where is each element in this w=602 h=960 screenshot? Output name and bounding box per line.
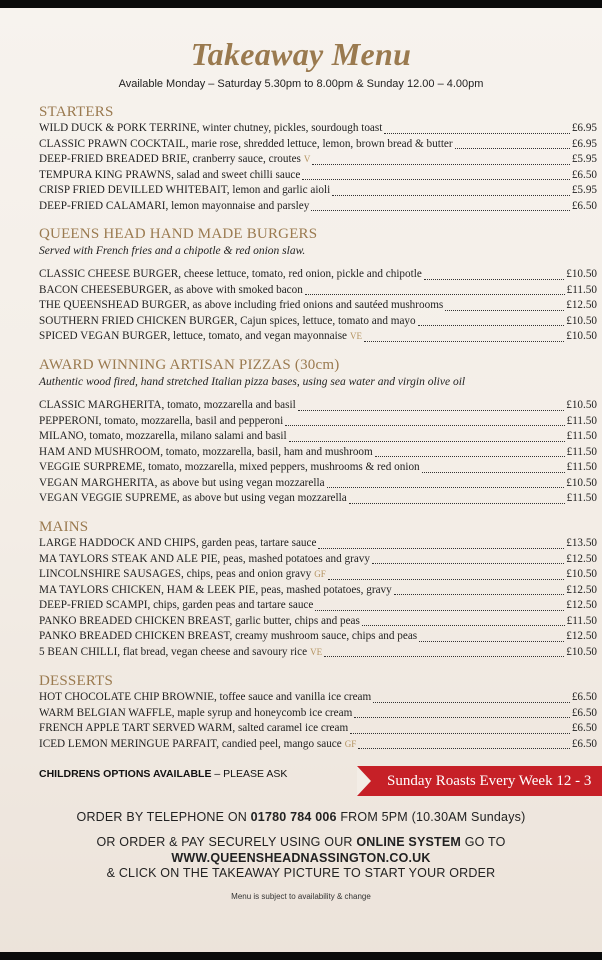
menu-item-name: MA TAYLORS CHICKEN, HAM & LEEK PIE, peas, mashed potatoes, gravy: [39, 583, 392, 596]
dot-leader: [328, 579, 565, 580]
menu-item: [39, 137, 597, 153]
menu-item-name: PEPPERONI, tomato, mozzarella, basil and pepperoni: [39, 414, 284, 427]
dot-leader: [384, 133, 569, 134]
childrens-options-rest: – PLEASE ASK: [211, 768, 288, 780]
section-heading: STARTERS: [39, 104, 114, 120]
dot-leader: [327, 487, 565, 488]
dot-leader: [318, 548, 564, 549]
menu-item-price: £10.50: [566, 314, 597, 327]
menu-item: [39, 398, 597, 414]
menu-item-name: FRENCH APPLE TART SERVED WARM, salted caramel ice cream: [39, 722, 349, 734]
phone-number[interactable]: 01780 784 006: [250, 810, 337, 824]
order-telephone: [0, 810, 602, 824]
dot-leader: [445, 310, 564, 311]
menu-item: [39, 536, 597, 552]
item-list: [39, 267, 597, 345]
menu-item-price: £6.50: [571, 706, 597, 719]
dot-leader: [424, 279, 564, 280]
menu-item-name: VEGAN VEGGIE SUPREME, as above but using vegan mozzarella: [39, 492, 347, 504]
section-heading: QUEENS HEAD HAND MADE BURGERS: [39, 226, 318, 242]
menu-item-price: £11.50: [566, 492, 597, 504]
menu-item-price: £13.50: [566, 537, 597, 549]
website-link-line: [0, 851, 602, 865]
menu-item-price: £6.50: [571, 199, 597, 212]
menu-item-name: VEGAN MARGHERITA, as above but using vegan mozzarella: [39, 476, 325, 489]
childrens-options: [39, 768, 287, 780]
click-instructions: & CLICK ON THE TAKEAWAY PICTURE TO START YOUR ORDER: [106, 866, 496, 880]
dot-leader: [324, 656, 564, 657]
dot-leader: [305, 294, 565, 295]
menu-item: [39, 429, 597, 445]
menu-item-name: SOUTHERN FRIED CHICKEN BURGER, Cajun spices, lettuce, tomato and mayo: [39, 314, 416, 327]
menu-item: [39, 445, 597, 461]
menu-item: [39, 737, 597, 753]
menu-item-price: £6.50: [571, 737, 597, 750]
menu-item: [39, 552, 597, 568]
availability-disclaimer: Menu is subject to availability & change: [231, 892, 371, 901]
menu-item-name: HOT CHOCOLATE CHIP BROWNIE, toffee sauce and vanilla ice cream: [39, 691, 372, 703]
menu-item-price: £6.50: [571, 722, 597, 734]
menu-item-name: ICED LEMON MERINGUE PARFAIT, candied peel, mango sauce: [39, 737, 342, 750]
dot-leader: [372, 563, 564, 564]
website-link[interactable]: WWW.QUEENSHEADNASSINGTON.CO.UK: [171, 851, 431, 865]
section-mains: [39, 518, 597, 660]
menu-item: [39, 598, 597, 614]
menu-item: [39, 298, 597, 314]
top-border: [0, 0, 602, 8]
menu-item: [39, 721, 597, 737]
menu-item-name: TEMPURA KING PRAWNS, salad and sweet chilli sauce: [39, 168, 301, 181]
dietary-tag: GF: [314, 569, 326, 579]
menu-item-price: £6.95: [571, 137, 597, 150]
dietary-tag: VE: [310, 646, 323, 657]
order-online-pre: OR ORDER & PAY SECURELY USING OUR: [96, 835, 357, 849]
menu-item-name: LARGE HADDOCK AND CHIPS, garden peas, tartare sauce: [39, 537, 317, 549]
menu-item-name: CLASSIC PRAWN COCKTAIL, marie rose, shredded lettuce, lemon, brown bread & butter: [39, 137, 453, 150]
menu-item: [39, 567, 597, 583]
menu-item-name: DEEP-FRIED SCAMPI, chips, garden peas and tartare sauce: [39, 599, 314, 611]
bottom-border: [0, 952, 602, 960]
menu-item: [39, 283, 597, 299]
menu-item-price: £12.50: [566, 299, 597, 311]
menu-item-name: PANKO BREADED CHICKEN BREAST, garlic butter, chips and peas: [39, 614, 360, 627]
menu-item: [39, 168, 597, 184]
menu-item-price: £11.50: [566, 614, 597, 627]
dot-leader: [312, 164, 569, 165]
menu-item-name: WILD DUCK & PORK TERRINE, winter chutney, pickles, sourdough toast: [39, 122, 383, 134]
menu-item: [39, 491, 597, 507]
menu-item-name: CRISP FRIED DEVILLED WHITEBAIT, lemon and garlic aioli: [39, 184, 331, 196]
section-heading: AWARD WINNING ARTISAN PIZZAS (30cm): [39, 357, 340, 373]
dot-leader: [350, 733, 570, 734]
menu-item: [39, 183, 597, 199]
menu-item: [39, 629, 597, 645]
menu-item-price: £6.50: [571, 691, 597, 703]
menu-item-price: £12.50: [566, 599, 597, 611]
menu-item: [39, 460, 597, 476]
menu-item-name: DEEP-FRIED CALAMARI, lemon mayonnaise and parsley: [39, 199, 310, 212]
dietary-tag: GF: [344, 738, 357, 749]
item-list: [39, 536, 597, 660]
menu-item-price: £10.50: [566, 645, 597, 658]
menu-item-name: MA TAYLORS STEAK AND ALE PIE, peas, mashed potatoes and gravy: [39, 552, 370, 565]
section-starters: [39, 103, 597, 214]
sunday-roasts-ribbon: Sunday Roasts Every Week 12 - 3: [357, 766, 602, 796]
order-online-post: GO TO: [461, 835, 506, 849]
section-burgers: [39, 225, 597, 345]
section-description: Authentic wood fired, hand stretched Italian pizza bases, using sea water and virgin olive oil: [39, 376, 466, 388]
dot-leader: [455, 148, 570, 149]
menu-item-name: 5 BEAN CHILLI, flat bread, vegan cheese and savoury rice: [39, 645, 308, 658]
dietary-tag: VE: [350, 331, 363, 341]
menu-item-name: MILANO, tomato, mozzarella, milano salami and basil: [39, 430, 287, 442]
menu-item-name: CLASSIC MARGHERITA, tomato, mozzarella and basil: [39, 399, 296, 411]
menu-item-name: DEEP-FRIED BREADED BRIE, cranberry sauce, croutes: [39, 153, 301, 165]
section-desserts: [39, 672, 597, 752]
dot-leader: [394, 594, 565, 595]
menu-item-price: £11.50: [566, 445, 597, 458]
menu-item-price: £10.50: [566, 476, 597, 489]
dot-leader: [298, 410, 565, 411]
menu-item-name: PANKO BREADED CHICKEN BREAST, creamy mushroom sauce, chips and peas: [39, 630, 418, 642]
section-description: Served with French fries and a chipotle & red onion slaw.: [39, 245, 306, 257]
dot-leader: [358, 748, 570, 749]
menu-item-price: £10.50: [566, 330, 597, 342]
childrens-options-bold: CHILDRENS OPTIONS AVAILABLE: [39, 768, 212, 780]
menu-item-price: £11.50: [566, 414, 597, 427]
dot-leader: [289, 441, 565, 442]
menu-item: [39, 706, 597, 722]
menu-item-name: WARM BELGIAN WAFFLE, maple syrup and honeycomb ice cream: [39, 706, 353, 719]
menu-item: [39, 329, 597, 345]
dot-leader: [364, 341, 564, 342]
dot-leader: [354, 717, 570, 718]
menu-item: [39, 614, 597, 630]
section-heading: MAINS: [39, 519, 89, 535]
menu-item: [39, 414, 597, 430]
dot-leader: [332, 195, 570, 196]
menu-item-price: £10.50: [566, 268, 597, 280]
menu-item: [39, 199, 597, 215]
dot-leader: [375, 456, 565, 457]
item-list: [39, 121, 597, 214]
order-telephone-post: FROM 5PM (10.30AM Sundays): [336, 810, 526, 824]
dot-leader: [373, 702, 570, 703]
menu-item-name: VEGGIE SURPREME, tomato, mozzarella, mixed peppers, mushrooms & red onion: [39, 461, 420, 473]
menu-item-price: £11.50: [566, 283, 597, 296]
dietary-tag: V: [303, 154, 311, 164]
dot-leader: [315, 610, 564, 611]
menu-item-name: CLASSIC CHEESE BURGER, cheese lettuce, tomato, red onion, pickle and chipotle: [39, 268, 422, 280]
dot-leader: [285, 425, 564, 426]
menu-item: [39, 314, 597, 330]
section-heading: DESSERTS: [39, 673, 114, 689]
order-online: [0, 835, 602, 849]
menu-item-name: HAM AND MUSHROOM, tomato, mozzarella, basil, ham and mushroom: [39, 445, 373, 458]
menu-item-price: £10.50: [566, 568, 597, 580]
menu-title: Takeaway Menu: [190, 36, 412, 72]
menu-item-price: £11.50: [566, 461, 597, 473]
menu-item-price: £5.95: [571, 153, 597, 165]
menu-item: [39, 645, 597, 661]
availability-text: Available Monday – Saturday 5.30pm to 8.00pm & Sunday 12.00 – 4.00pm: [118, 78, 484, 90]
menu-item-name: THE QUEENSHEAD BURGER, as above including fried onions and sautéed mushrooms: [39, 299, 444, 311]
dot-leader: [349, 503, 565, 504]
menu-item-price: £12.50: [566, 630, 597, 642]
menu-item-price: £6.95: [571, 122, 597, 134]
menu-item-name: SPICED VEGAN BURGER, lettuce, tomato, and vegan mayonnaise: [39, 330, 348, 342]
menu-item-name: LINCOLNSHIRE SAUSAGES, chips, peas and onion gravy: [39, 568, 312, 580]
dot-leader: [419, 641, 564, 642]
item-list: [39, 398, 597, 507]
menu-item: [39, 476, 597, 492]
item-list: [39, 690, 597, 752]
order-telephone-pre: ORDER BY TELEPHONE ON: [76, 810, 251, 824]
dot-leader: [362, 625, 565, 626]
dot-leader: [302, 179, 569, 180]
menu-item-price: £6.50: [571, 168, 597, 181]
menu-item-price: £11.50: [566, 430, 597, 442]
menu-item-price: £12.50: [566, 552, 597, 565]
section-pizzas: [39, 356, 597, 507]
menu-item-price: £5.95: [571, 184, 597, 196]
online-system-text: ONLINE SYSTEM: [356, 835, 462, 849]
menu-item: [39, 690, 597, 706]
dot-leader: [422, 472, 565, 473]
menu-item-name: BACON CHEESEBURGER, as above with smoked bacon: [39, 283, 303, 296]
dot-leader: [311, 210, 570, 211]
menu-item: [39, 583, 597, 599]
menu-item-price: £10.50: [566, 399, 597, 411]
menu-item: [39, 121, 597, 137]
menu-item-price: £12.50: [566, 583, 597, 596]
dot-leader: [418, 325, 565, 326]
menu-item: [39, 267, 597, 283]
menu-item: [39, 152, 597, 168]
